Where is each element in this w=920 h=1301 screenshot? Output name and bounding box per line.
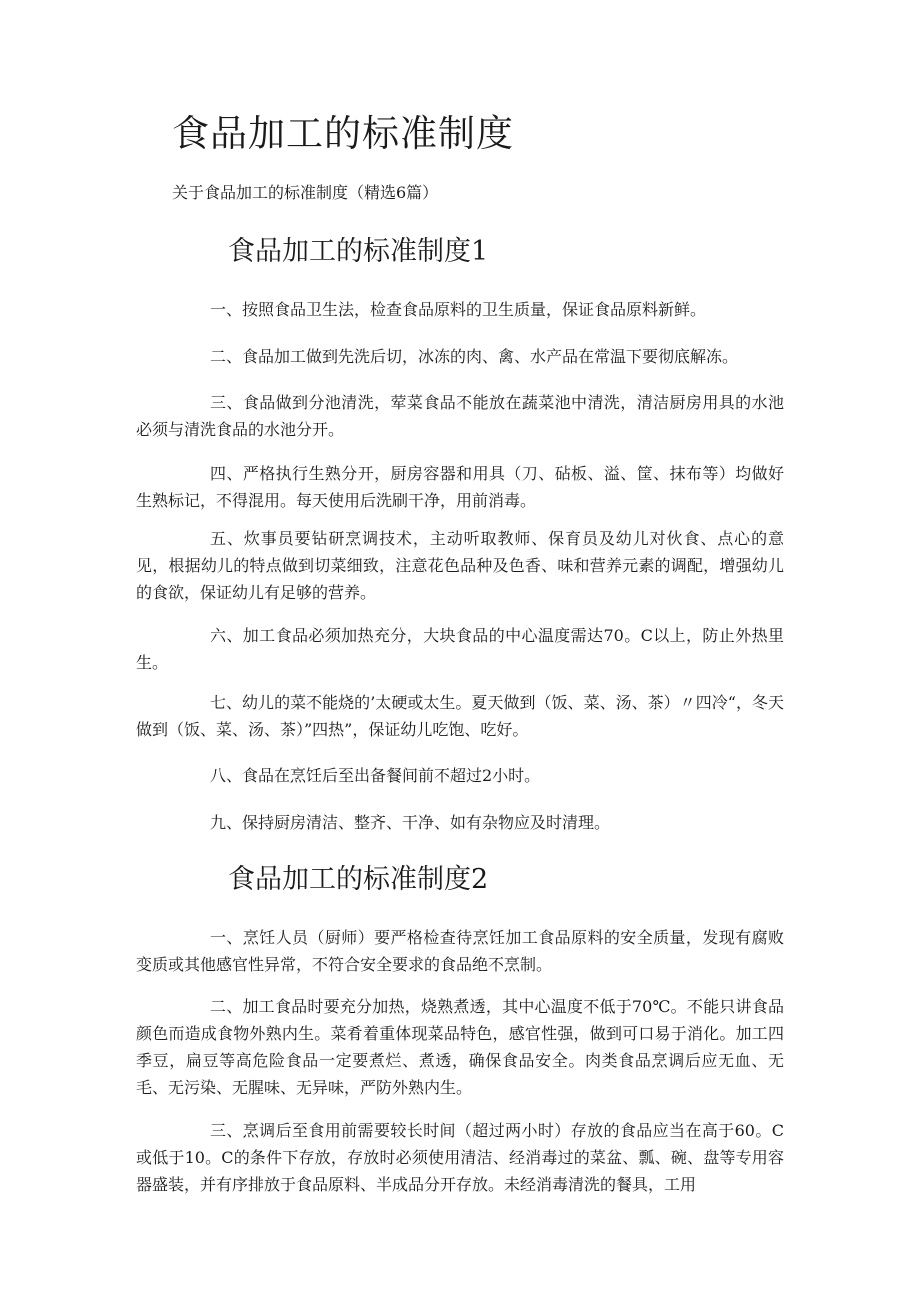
section-2-paragraph-1: 一、烹饪人员（厨师）要严格检查待烹饪加工食品原料的安全质量，发现有腐败变质或其他感官性异常，不符合安全要求的食品绝不烹制。 xyxy=(136,928,784,974)
document-subtitle: 关于食品加工的标准制度（精选6篇） xyxy=(172,183,439,202)
document-title: 食品加工的标准制度 xyxy=(172,112,514,155)
section-1-paragraph-6: 六、加工食品必须加热充分，大块食品的中心温度需达70。C以上，防止外热里生。 xyxy=(136,626,784,672)
section-1-paragraph-3: 三、食品做到分池清洗，荤菜食品不能放在蔬菜池中清洗，清洁厨房用具的水池必须与清洗食品的水池分开。 xyxy=(136,393,784,439)
section-heading-2: 食品加工的标准制度2 xyxy=(228,864,489,895)
section-1-paragraph-1: 一、按照食品卫生法，检查食品原料的卫生质量，保证食品原料新鲜。 xyxy=(210,300,707,319)
section-2-paragraph-3: 三、烹调后至食用前需要较长时间（超过两小时）存放的食品应当在高于60。C或低于10。C的条件下存放，存放时必须使用清洁、经消毒过的菜盆、瓢、碗、盘等专用容器盛装，并有序排放于食品原料、半成品分开存放。未经消毒清洗的餐具，工用 xyxy=(136,1121,784,1194)
section-1-paragraph-2: 二、食品加工做到先洗后切，冰冻的肉、禽、水产品在常温下要彻底解冻。 xyxy=(210,347,739,366)
section-1-paragraph-8: 八、食品在烹饪后至出备餐间前不超过2小时。 xyxy=(210,766,541,785)
section-2-paragraph-2: 二、加工食品时要充分加热，烧熟煮透，其中心温度不低于70℃。不能只讲食品颜色而造成食物外熟内生。菜肴着重体现菜品特色，感官性强，做到可口易于消化。加工四季豆，扁豆等高危险食品一定要煮烂、煮透，确保食品安全。肉类食品烹调后应无血、无毛、无污染、无腥味、无异味，严防外熟内生。 xyxy=(136,997,784,1097)
section-1-paragraph-7: 七、幼儿的菜不能烧的’太硬或太生。夏天做到（饭、菜、汤、茶）〃四冷“，冬天做到（饭、菜、汤、茶）”四热”，保证幼儿吃饱、吃好。 xyxy=(136,693,784,739)
section-1-paragraph-9: 九、保持厨房清洁、整齐、干净、如有杂物应及时清理。 xyxy=(210,813,611,832)
section-heading-1: 食品加工的标准制度1 xyxy=(228,236,489,267)
section-1-paragraph-4: 四、严格执行生熟分开，厨房容器和用具（刀、砧板、溢、筐、抹布等）均做好生熟标记，不得混用。每天使用后洗刷干净，用前消毒。 xyxy=(136,464,784,510)
section-1-paragraph-5: 五、炊事员要钻研烹调技术，主动听取教师、保育员及幼儿对伙食、点心的意见，根据幼儿的特点做到切菜细致，注意花色品种及色香、味和营养元素的调配，增强幼儿的食欲，保证幼儿有足够的营养。 xyxy=(136,529,784,602)
